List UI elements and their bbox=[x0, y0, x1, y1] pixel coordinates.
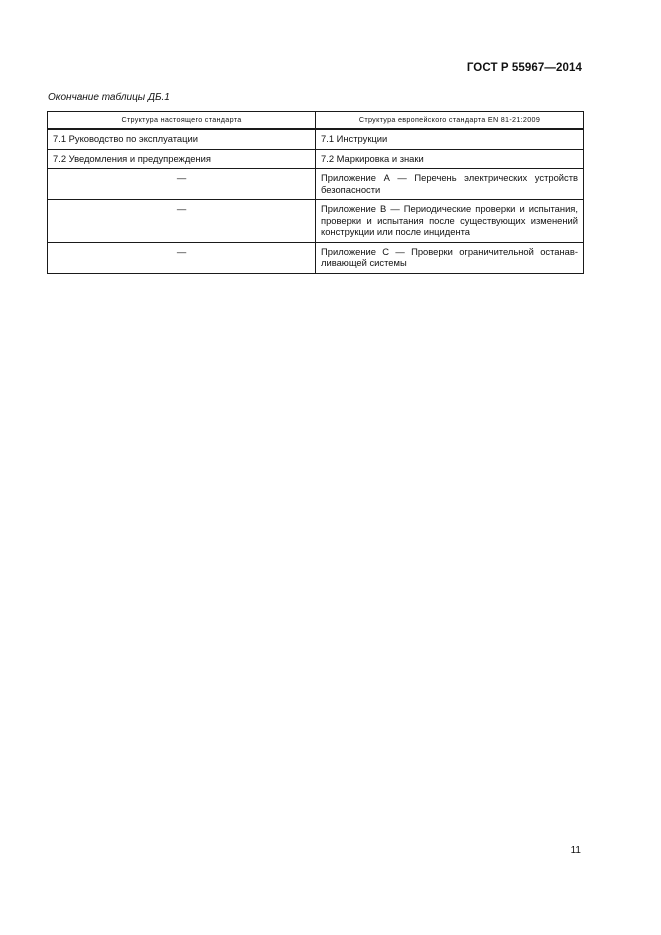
cell-national-structure: — bbox=[48, 242, 316, 273]
column-header-european: Структура европейского стандарта EN 81-21:2009 bbox=[316, 112, 584, 130]
table-row bbox=[48, 129, 584, 149]
column-header-national: Структура настоящего стандарта bbox=[48, 112, 316, 130]
cell-european-structure: Приложение С — Проверки ограничительной останавливающей системы bbox=[316, 242, 584, 273]
cell-national-structure: 7.1 Руководство по эксплуатации bbox=[48, 129, 316, 149]
table-row bbox=[48, 242, 584, 273]
page-number: 11 bbox=[570, 845, 581, 856]
cell-national-structure: 7.2 Уведомления и предупреждения bbox=[48, 149, 316, 169]
table-row bbox=[48, 200, 584, 243]
table-row bbox=[48, 169, 584, 200]
table-caption: Окончание таблицы ДБ.1 bbox=[48, 92, 170, 103]
cell-european-structure: 7.1 Инструкции bbox=[316, 129, 584, 149]
cell-european-structure: 7.2 Маркировка и знаки bbox=[316, 149, 584, 169]
cell-national-structure: — bbox=[48, 169, 316, 200]
document-code: ГОСТ Р 55967—2014 bbox=[466, 62, 582, 74]
cell-european-structure: Приложение А — Перечень электрических устройств безопасности bbox=[316, 169, 584, 200]
cell-national-structure: — bbox=[48, 200, 316, 243]
table-header-row bbox=[48, 112, 584, 130]
cell-european-structure: Приложение В — Периодические проверки и испытания, проверки и испытания после существующих изменений конструкции или после инцидента bbox=[316, 200, 584, 243]
structure-comparison-table bbox=[47, 111, 584, 274]
table-row bbox=[48, 149, 584, 169]
